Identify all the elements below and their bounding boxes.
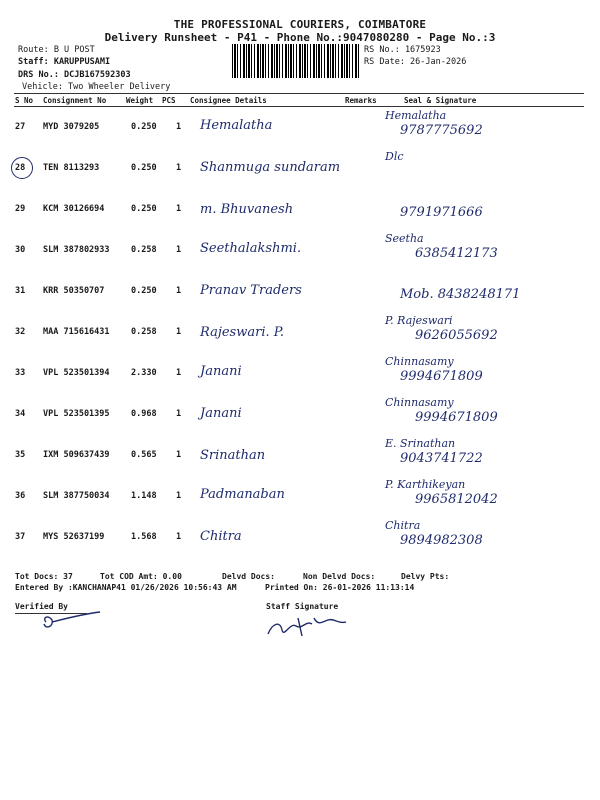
company-title: THE PROFESSIONAL COURIERS, COIMBATORE xyxy=(173,18,427,31)
receiver-phone: 9043741722 xyxy=(400,451,483,466)
weight: 0.258 xyxy=(131,245,157,255)
consignee-name: Srinathan xyxy=(200,448,266,463)
rs-date: RS Date: 26-Jan-2026 xyxy=(364,57,467,67)
weight: 0.250 xyxy=(131,122,157,132)
table-row xyxy=(0,231,600,272)
receiver-phone: 9894982308 xyxy=(400,533,483,548)
col-remarks: Remarks xyxy=(345,96,377,105)
verified-signature-scribble xyxy=(38,608,108,634)
weight: 0.250 xyxy=(131,286,157,296)
col-consignee: Consignee Details xyxy=(190,96,267,105)
receiver-signature: Chinnasamy xyxy=(385,355,454,368)
drs-number: DRS No.: DCJB167592303 xyxy=(18,70,131,80)
pieces: 1 xyxy=(176,286,182,296)
serial-number: 28 xyxy=(15,163,26,173)
receiver-phone: 9626055692 xyxy=(415,328,498,343)
consignee-name: Hemalatha xyxy=(200,118,273,133)
serial-number: 32 xyxy=(15,327,26,337)
weight: 1.148 xyxy=(131,491,157,501)
receiver-phone: 9965812042 xyxy=(415,492,498,507)
receiver-phone: 9994671809 xyxy=(400,369,483,384)
consignment-number: MYS 52637199 xyxy=(43,532,105,542)
delivery-points: Delvy Pts: xyxy=(401,572,450,581)
consignment-number: TEN 8113293 xyxy=(43,163,100,173)
staff-signature-scribble xyxy=(262,612,352,642)
consignee-name: Padmanaban xyxy=(200,487,285,502)
col-sno: S No xyxy=(15,96,34,105)
header-rule-bottom xyxy=(14,106,584,107)
receiver-signature: Seetha xyxy=(385,232,424,245)
receiver-signature: Hemalatha xyxy=(385,109,447,122)
weight: 1.568 xyxy=(131,532,157,542)
pieces: 1 xyxy=(176,450,182,460)
receiver-phone: 9994671809 xyxy=(415,410,498,425)
staff-label: Staff: KARUPPUSAMI xyxy=(18,57,111,67)
pieces: 1 xyxy=(176,122,182,132)
consignee-name: Pranav Traders xyxy=(200,283,302,298)
header-rule-top xyxy=(14,93,584,94)
pieces: 1 xyxy=(176,163,182,173)
serial-number: 31 xyxy=(15,286,26,296)
consignee-name: Janani xyxy=(200,406,242,421)
table-row xyxy=(0,477,600,518)
table-row xyxy=(0,436,600,477)
consignment-number: VPL 523501395 xyxy=(43,409,110,419)
table-row xyxy=(0,313,600,354)
receiver-phone: 9787775692 xyxy=(400,123,483,138)
table-row xyxy=(0,149,600,190)
receiver-phone: 6385412173 xyxy=(415,246,498,261)
weight: 0.968 xyxy=(131,409,157,419)
receiver-phone: Mob. 8438248171 xyxy=(400,287,521,302)
table-row xyxy=(0,190,600,231)
total-cod-amount: Tot COD Amt: 0.00 xyxy=(100,572,182,581)
consignment-number: IXM 509637439 xyxy=(43,450,110,460)
col-weight: Weight xyxy=(126,96,154,105)
table-row xyxy=(0,108,600,149)
pieces: 1 xyxy=(176,327,182,337)
serial-number: 33 xyxy=(15,368,26,378)
serial-number: 35 xyxy=(15,450,26,460)
consignment-number: SLM 387750034 xyxy=(43,491,110,501)
consignee-name: Chitra xyxy=(200,529,242,544)
receiver-phone: 9791971666 xyxy=(400,205,483,220)
staff-signature-label: Staff Signature xyxy=(266,602,339,611)
delivered-docs: Delvd Docs: xyxy=(222,572,275,581)
entered-by: Entered By :KANCHANAP41 01/26/2026 10:56:43 AM xyxy=(15,583,237,592)
table-row xyxy=(0,518,600,559)
non-delivered-docs: Non Delvd Docs: xyxy=(303,572,376,581)
weight: 0.250 xyxy=(131,163,157,173)
serial-number: 37 xyxy=(15,532,26,542)
circled-serial-mark xyxy=(11,157,33,179)
serial-number: 27 xyxy=(15,122,26,132)
receiver-signature: E. Srinathan xyxy=(385,437,456,450)
consignment-number: MAA 715616431 xyxy=(43,327,110,337)
consignment-number: KCM 30126694 xyxy=(43,204,105,214)
consignee-name: m. Bhuvanesh xyxy=(200,202,294,217)
weight: 0.250 xyxy=(131,204,157,214)
weight: 0.565 xyxy=(131,450,157,460)
pieces: 1 xyxy=(176,204,182,214)
consignment-number: SLM 387802933 xyxy=(43,245,110,255)
consignment-number: VPL 523501394 xyxy=(43,368,110,378)
pieces: 1 xyxy=(176,245,182,255)
total-docs: Tot Docs: 37 xyxy=(15,572,73,581)
consignment-number: MYD 3079205 xyxy=(43,122,100,132)
pieces: 1 xyxy=(176,491,182,501)
pieces: 1 xyxy=(176,368,182,378)
receiver-signature: P. Rajeswari xyxy=(385,314,453,327)
receiver-signature: Chinnasamy xyxy=(385,396,454,409)
barcode xyxy=(232,44,360,78)
table-row xyxy=(0,272,600,313)
receiver-signature: Dlc xyxy=(385,150,404,163)
weight: 2.330 xyxy=(131,368,157,378)
verified-by-label: Verified By xyxy=(15,602,68,611)
weight: 0.258 xyxy=(131,327,157,337)
consignee-name: Seethalakshmi. xyxy=(200,241,302,256)
serial-number: 29 xyxy=(15,204,26,214)
table-row xyxy=(0,354,600,395)
rs-number: RS No.: 1675923 xyxy=(364,45,441,55)
printed-on: Printed On: 26-01-2026 11:13:14 xyxy=(265,583,415,592)
serial-number: 30 xyxy=(15,245,26,255)
receiver-signature: P. Karthikeyan xyxy=(385,478,466,491)
consignee-name: Shanmuga sundaram xyxy=(200,160,341,175)
table-row xyxy=(0,395,600,436)
receiver-signature: Chitra xyxy=(385,519,421,532)
serial-number: 34 xyxy=(15,409,26,419)
col-pcs: PCS xyxy=(162,96,176,105)
runsheet-title: Delivery Runsheet - P41 - Phone No.:9047080280 - Page No.:3 xyxy=(104,31,496,44)
consignee-name: Rajeswari. P. xyxy=(200,325,284,340)
col-seal-signature: Seal & Signature xyxy=(404,96,477,105)
consignment-number: KRR 50350707 xyxy=(43,286,105,296)
col-consignment: Consignment No xyxy=(43,96,107,105)
pieces: 1 xyxy=(176,532,182,542)
consignee-name: Janani xyxy=(200,364,242,379)
vehicle-label: Vehicle: Two Wheeler Delivery xyxy=(22,82,171,92)
route-label: Route: B U POST xyxy=(18,45,95,55)
pieces: 1 xyxy=(176,409,182,419)
serial-number: 36 xyxy=(15,491,26,501)
